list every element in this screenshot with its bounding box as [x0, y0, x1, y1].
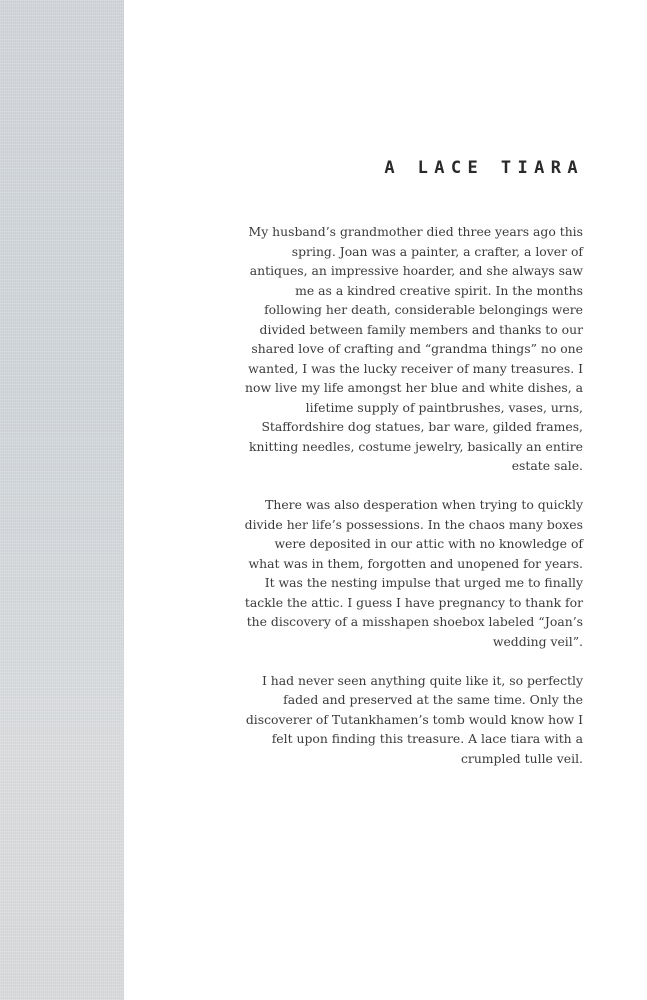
fabric-photo-strip: [0, 0, 124, 1000]
page-title: A LACE TIARA: [384, 158, 584, 178]
article-body: [244, 222, 583, 768]
paragraph: There was also desperation when trying to quickly divide her life’s possessions. In the chaos many boxes were deposited in our attic with no knowledge of what was in them, forgotten and unopened for years. It was the nesting impulse that urged me to finally tackle the attic. I guess I have pregnancy to thank for the discovery of a misshapen shoebox labeled “Joan’s wedding veil”.: [244, 497, 583, 649]
paragraph: I had never seen anything quite like it, so perfectly faded and preserved at the same time. Only the discoverer of Tutankhamen’s tomb would know how I felt upon finding this treasure. A lace tiara with a crumpled tulle veil.: [245, 672, 583, 766]
paragraph: My husband’s grandmother died three years ago this spring. Joan was a painter, a crafter, a lover of antiques, an impressive hoarder, and she always saw me as a kindred creative spirit. In the months following her death, considerable belongings were divided between family members and thanks to our shared love of crafting and “grandma things” no one wanted, I was the lucky receiver of many treasures. I now live my life amongst her blue and white dishes, a lifetime supply of paintbrushes, vases, urns, Staffordshire dog statues, bar ware, gilded frames, knitting needles, costume jewelry, basically an entire estate sale.: [245, 224, 583, 473]
